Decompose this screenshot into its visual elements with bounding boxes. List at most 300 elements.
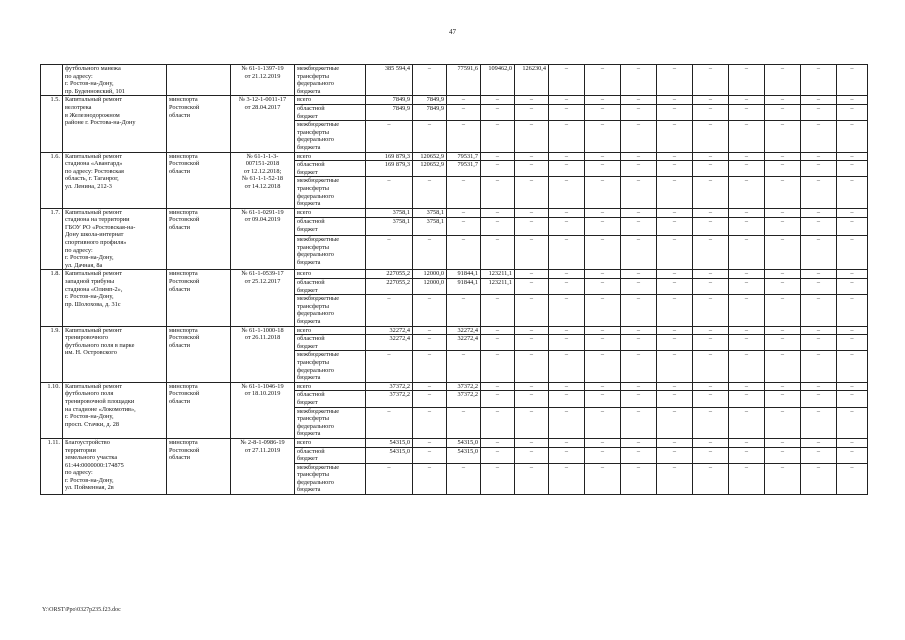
value-cell: – bbox=[621, 407, 657, 438]
value-cell: – bbox=[837, 270, 868, 279]
value-cell: – bbox=[549, 161, 585, 177]
value-cell: 169 879,3 bbox=[366, 161, 413, 177]
value-cell: – bbox=[837, 152, 868, 161]
value-cell: – bbox=[366, 235, 413, 270]
value-cell: – bbox=[413, 438, 447, 447]
value-cell: – bbox=[657, 161, 693, 177]
value-cell: – bbox=[621, 208, 657, 217]
responsible-org: минспорта Ростовской области bbox=[167, 438, 231, 494]
value-cell: – bbox=[413, 177, 447, 208]
value-cell: – bbox=[657, 235, 693, 270]
value-cell: – bbox=[729, 463, 765, 494]
funding-source-label: межбюджетные трансферты федерального бюджета bbox=[295, 235, 366, 270]
value-cell: – bbox=[729, 121, 765, 152]
value-cell: – bbox=[765, 407, 801, 438]
value-cell: – bbox=[515, 295, 549, 326]
table-row bbox=[41, 382, 868, 391]
value-cell: – bbox=[837, 407, 868, 438]
value-cell: – bbox=[585, 326, 621, 335]
object-name: Капитальный ремонт стадиона на территории ГБОУ РО «Ростовская-на- Дону школа-интернат спортивного профиля» по адресу: г. Ростов-на-Дону, ул. Дачная, 8а bbox=[63, 208, 167, 270]
value-cell: – bbox=[693, 121, 729, 152]
value-cell: – bbox=[693, 218, 729, 236]
value-cell: – bbox=[585, 270, 621, 279]
value-cell: – bbox=[837, 438, 868, 447]
value-cell: – bbox=[657, 351, 693, 382]
value-cell: 227055,2 bbox=[366, 279, 413, 295]
funding-source-label: межбюджетные трансферты федерального бюджета bbox=[295, 65, 366, 96]
value-cell: – bbox=[765, 279, 801, 295]
expertise-document: № 3-12-1-0011-17 от 28.04.2017 bbox=[231, 96, 295, 152]
value-cell: – bbox=[481, 96, 515, 105]
value-cell: – bbox=[693, 463, 729, 494]
value-cell: 3758,1 bbox=[366, 218, 413, 236]
value-cell: – bbox=[729, 65, 765, 96]
value-cell: – bbox=[837, 161, 868, 177]
value-cell: – bbox=[413, 391, 447, 407]
expertise-document: № 61-1-1000-18 от 26.11.2018 bbox=[231, 326, 295, 382]
value-cell: – bbox=[413, 382, 447, 391]
value-cell: – bbox=[621, 65, 657, 96]
value-cell: – bbox=[657, 279, 693, 295]
row-number: 1.8. bbox=[41, 270, 63, 326]
funding-source-label: межбюджетные трансферты федерального бюджета bbox=[295, 463, 366, 494]
funding-source-label: межбюджетные трансферты федерального бюджета bbox=[295, 295, 366, 326]
object-name: Благоустройство территории земельного участка 61:44:0000000:174875 по адресу: г. Ростов-на-Дону, ул. Пойменная, 2в bbox=[63, 438, 167, 494]
value-cell: 12000,0 bbox=[413, 279, 447, 295]
value-cell: – bbox=[657, 65, 693, 96]
responsible-org: минспорта Ростовской области bbox=[167, 208, 231, 270]
value-cell: 77591,6 bbox=[447, 65, 481, 96]
value-cell: – bbox=[621, 235, 657, 270]
expertise-document: № 61-1-1397-19 от 21.12.2019 bbox=[231, 65, 295, 96]
value-cell: – bbox=[413, 326, 447, 335]
value-cell: – bbox=[481, 104, 515, 120]
value-cell: – bbox=[765, 218, 801, 236]
value-cell: 3758,1 bbox=[413, 208, 447, 217]
value-cell: – bbox=[585, 407, 621, 438]
value-cell: – bbox=[837, 96, 868, 105]
funding-source-label: областной бюджет bbox=[295, 279, 366, 295]
value-cell: – bbox=[481, 295, 515, 326]
value-cell: – bbox=[729, 391, 765, 407]
value-cell: 32272,4 bbox=[447, 335, 481, 351]
value-cell: 32272,4 bbox=[366, 326, 413, 335]
value-cell: – bbox=[621, 326, 657, 335]
value-cell: – bbox=[801, 235, 837, 270]
value-cell: – bbox=[693, 270, 729, 279]
value-cell: – bbox=[413, 65, 447, 96]
object-name: Капитальный ремонт западной трибуны стадиона «Олимп-2», г. Ростов-на-Дону, пр. Шолохова, д. 31с bbox=[63, 270, 167, 326]
value-cell: – bbox=[447, 208, 481, 217]
value-cell: 91844,1 bbox=[447, 279, 481, 295]
page-number: 47 bbox=[449, 28, 456, 36]
value-cell: – bbox=[447, 463, 481, 494]
value-cell: – bbox=[729, 279, 765, 295]
value-cell: – bbox=[481, 235, 515, 270]
value-cell: – bbox=[729, 177, 765, 208]
value-cell: – bbox=[765, 104, 801, 120]
funding-source-label: областной бюджет bbox=[295, 447, 366, 463]
value-cell: – bbox=[765, 208, 801, 217]
value-cell: – bbox=[549, 463, 585, 494]
value-cell: – bbox=[837, 279, 868, 295]
value-cell: – bbox=[801, 295, 837, 326]
value-cell: – bbox=[515, 447, 549, 463]
table-row bbox=[41, 438, 868, 447]
responsible-org: минспорта Ростовской области bbox=[167, 270, 231, 326]
value-cell: – bbox=[657, 96, 693, 105]
funding-source-label: областной бюджет bbox=[295, 218, 366, 236]
value-cell: – bbox=[729, 326, 765, 335]
value-cell: – bbox=[765, 270, 801, 279]
value-cell: – bbox=[413, 351, 447, 382]
value-cell: 169 879,3 bbox=[366, 152, 413, 161]
value-cell: – bbox=[549, 270, 585, 279]
value-cell: – bbox=[837, 235, 868, 270]
value-cell: – bbox=[729, 270, 765, 279]
value-cell: – bbox=[729, 104, 765, 120]
value-cell: – bbox=[515, 335, 549, 351]
value-cell: – bbox=[693, 335, 729, 351]
value-cell: 126230,4 bbox=[515, 65, 549, 96]
value-cell: – bbox=[481, 407, 515, 438]
value-cell: – bbox=[481, 121, 515, 152]
value-cell: – bbox=[657, 104, 693, 120]
object-name: футбольного манежа по адресу: г. Ростов-на-Дону, пр. Буденновский, 101 bbox=[63, 65, 167, 96]
value-cell: – bbox=[837, 447, 868, 463]
value-cell: – bbox=[801, 270, 837, 279]
row-number: 1.7. bbox=[41, 208, 63, 270]
value-cell: – bbox=[729, 96, 765, 105]
value-cell: – bbox=[549, 96, 585, 105]
value-cell: – bbox=[366, 295, 413, 326]
value-cell: – bbox=[801, 447, 837, 463]
responsible-org: минспорта Ростовской области bbox=[167, 382, 231, 438]
value-cell: – bbox=[585, 96, 621, 105]
value-cell: – bbox=[729, 152, 765, 161]
value-cell: 385 594,4 bbox=[366, 65, 413, 96]
value-cell: – bbox=[693, 279, 729, 295]
value-cell: – bbox=[585, 391, 621, 407]
value-cell: 54315,0 bbox=[447, 438, 481, 447]
value-cell: – bbox=[447, 121, 481, 152]
value-cell: – bbox=[549, 351, 585, 382]
value-cell: – bbox=[657, 208, 693, 217]
value-cell: – bbox=[801, 351, 837, 382]
value-cell: – bbox=[657, 463, 693, 494]
value-cell: – bbox=[515, 279, 549, 295]
value-cell: – bbox=[515, 382, 549, 391]
expertise-document: № 61-1-1046-19 от 18.10.2019 bbox=[231, 382, 295, 438]
value-cell: – bbox=[693, 391, 729, 407]
row-number: 1.11. bbox=[41, 438, 63, 494]
value-cell: – bbox=[585, 121, 621, 152]
value-cell: – bbox=[621, 382, 657, 391]
row-number bbox=[41, 65, 63, 96]
value-cell: 3758,1 bbox=[413, 218, 447, 236]
value-cell: – bbox=[837, 218, 868, 236]
value-cell: – bbox=[729, 447, 765, 463]
funding-source-label: межбюджетные трансферты федерального бюджета bbox=[295, 351, 366, 382]
value-cell: 227055,2 bbox=[366, 270, 413, 279]
value-cell: – bbox=[657, 177, 693, 208]
value-cell: – bbox=[657, 270, 693, 279]
value-cell: – bbox=[837, 104, 868, 120]
value-cell: – bbox=[729, 382, 765, 391]
value-cell: – bbox=[515, 218, 549, 236]
value-cell: – bbox=[515, 104, 549, 120]
value-cell: – bbox=[447, 407, 481, 438]
value-cell: – bbox=[549, 218, 585, 236]
value-cell: 32272,4 bbox=[366, 335, 413, 351]
value-cell: – bbox=[481, 335, 515, 351]
value-cell: – bbox=[765, 121, 801, 152]
value-cell: – bbox=[585, 351, 621, 382]
value-cell: – bbox=[481, 447, 515, 463]
value-cell: – bbox=[481, 152, 515, 161]
value-cell: – bbox=[413, 121, 447, 152]
value-cell: – bbox=[765, 391, 801, 407]
value-cell: – bbox=[447, 218, 481, 236]
value-cell: – bbox=[413, 295, 447, 326]
funding-source-label: всего bbox=[295, 208, 366, 217]
value-cell: – bbox=[729, 351, 765, 382]
value-cell: – bbox=[549, 208, 585, 217]
value-cell: – bbox=[693, 208, 729, 217]
value-cell: – bbox=[729, 208, 765, 217]
table-row bbox=[41, 270, 868, 279]
value-cell: – bbox=[515, 407, 549, 438]
value-cell: – bbox=[729, 438, 765, 447]
value-cell: – bbox=[549, 382, 585, 391]
value-cell: – bbox=[765, 65, 801, 96]
value-cell: – bbox=[481, 208, 515, 217]
value-cell: – bbox=[765, 177, 801, 208]
object-name: Капитальный ремонт велотрека в Железнодорожном районе г. Ростова-на-Дону bbox=[63, 96, 167, 152]
funding-source-label: областной бюджет bbox=[295, 391, 366, 407]
funding-source-label: всего bbox=[295, 326, 366, 335]
value-cell: – bbox=[366, 121, 413, 152]
value-cell: – bbox=[549, 295, 585, 326]
value-cell: – bbox=[585, 208, 621, 217]
expertise-document: № 2-8-1-0986-19 от 27.11.2019 bbox=[231, 438, 295, 494]
value-cell: – bbox=[801, 121, 837, 152]
value-cell: – bbox=[801, 407, 837, 438]
value-cell: – bbox=[729, 295, 765, 326]
value-cell: – bbox=[837, 177, 868, 208]
value-cell: – bbox=[447, 104, 481, 120]
value-cell: – bbox=[515, 270, 549, 279]
value-cell: – bbox=[657, 407, 693, 438]
value-cell: – bbox=[693, 407, 729, 438]
value-cell: 54315,0 bbox=[366, 447, 413, 463]
value-cell: – bbox=[585, 235, 621, 270]
value-cell: – bbox=[693, 65, 729, 96]
value-cell: – bbox=[515, 438, 549, 447]
value-cell: 12000,0 bbox=[413, 270, 447, 279]
value-cell: 7849,9 bbox=[413, 96, 447, 105]
value-cell: – bbox=[549, 65, 585, 96]
table-row bbox=[41, 208, 868, 217]
value-cell: – bbox=[657, 121, 693, 152]
value-cell: – bbox=[801, 391, 837, 407]
value-cell: – bbox=[657, 152, 693, 161]
object-name: Капитальный ремонт тренировочного футбольного поля в парке им. Н. Островского bbox=[63, 326, 167, 382]
value-cell: 109462,0 bbox=[481, 65, 515, 96]
value-cell: – bbox=[549, 121, 585, 152]
value-cell: – bbox=[765, 152, 801, 161]
value-cell: – bbox=[515, 351, 549, 382]
funding-source-label: всего bbox=[295, 152, 366, 161]
table-row bbox=[41, 152, 868, 161]
value-cell: – bbox=[413, 463, 447, 494]
value-cell: – bbox=[481, 177, 515, 208]
file-path-footer: Y:\ORST\Ppo\0327p235.f23.doc bbox=[42, 607, 121, 613]
value-cell: – bbox=[621, 270, 657, 279]
value-cell: – bbox=[549, 152, 585, 161]
value-cell: – bbox=[837, 335, 868, 351]
value-cell: – bbox=[621, 351, 657, 382]
table-row bbox=[41, 65, 868, 96]
value-cell: – bbox=[801, 96, 837, 105]
value-cell: – bbox=[657, 335, 693, 351]
value-cell: – bbox=[549, 335, 585, 351]
value-cell: – bbox=[801, 65, 837, 96]
value-cell: – bbox=[549, 279, 585, 295]
funding-source-label: всего bbox=[295, 270, 366, 279]
value-cell: – bbox=[366, 177, 413, 208]
value-cell: – bbox=[621, 104, 657, 120]
value-cell: – bbox=[413, 335, 447, 351]
value-cell: – bbox=[693, 326, 729, 335]
value-cell: – bbox=[549, 391, 585, 407]
funding-source-label: всего bbox=[295, 382, 366, 391]
value-cell: – bbox=[621, 295, 657, 326]
value-cell: – bbox=[447, 351, 481, 382]
value-cell: – bbox=[765, 235, 801, 270]
value-cell: – bbox=[801, 208, 837, 217]
responsible-org bbox=[167, 65, 231, 96]
value-cell: – bbox=[765, 96, 801, 105]
value-cell: – bbox=[621, 161, 657, 177]
row-number: 1.10. bbox=[41, 382, 63, 438]
value-cell: 7849,9 bbox=[366, 104, 413, 120]
value-cell: – bbox=[693, 235, 729, 270]
value-cell: – bbox=[366, 407, 413, 438]
value-cell: – bbox=[585, 279, 621, 295]
value-cell: – bbox=[549, 104, 585, 120]
table-row bbox=[41, 96, 868, 105]
value-cell: – bbox=[729, 161, 765, 177]
responsible-org: минспорта Ростовской области bbox=[167, 326, 231, 382]
row-number: 1.6. bbox=[41, 152, 63, 208]
value-cell: – bbox=[585, 152, 621, 161]
value-cell: – bbox=[413, 407, 447, 438]
value-cell: – bbox=[729, 335, 765, 351]
value-cell: – bbox=[481, 326, 515, 335]
expertise-document: № 61-1-0539-17 от 25.12.2017 bbox=[231, 270, 295, 326]
value-cell: – bbox=[621, 96, 657, 105]
value-cell: 120652,9 bbox=[413, 161, 447, 177]
funding-source-label: всего bbox=[295, 96, 366, 105]
value-cell: – bbox=[585, 65, 621, 96]
value-cell: 3758,1 bbox=[366, 208, 413, 217]
value-cell: – bbox=[837, 121, 868, 152]
value-cell: – bbox=[515, 161, 549, 177]
object-name: Капитальный ремонт футбольного поля тренировочной площадки на стадионе «Локомотив», г. Ростов-на-Дону, просп. Стачки, д. 28 bbox=[63, 382, 167, 438]
value-cell: – bbox=[621, 177, 657, 208]
value-cell: – bbox=[693, 295, 729, 326]
value-cell: – bbox=[515, 463, 549, 494]
value-cell: – bbox=[585, 438, 621, 447]
value-cell: 91844,1 bbox=[447, 270, 481, 279]
value-cell: – bbox=[693, 438, 729, 447]
value-cell: – bbox=[621, 463, 657, 494]
funding-source-label: межбюджетные трансферты федерального бюджета bbox=[295, 177, 366, 208]
funding-source-label: областной бюджет bbox=[295, 335, 366, 351]
value-cell: – bbox=[657, 326, 693, 335]
value-cell: – bbox=[481, 382, 515, 391]
value-cell: – bbox=[621, 391, 657, 407]
value-cell: – bbox=[837, 295, 868, 326]
budget-table bbox=[40, 64, 868, 495]
value-cell: – bbox=[657, 295, 693, 326]
value-cell: 54315,0 bbox=[447, 447, 481, 463]
value-cell: – bbox=[621, 335, 657, 351]
value-cell: – bbox=[837, 208, 868, 217]
value-cell: 123211,1 bbox=[481, 270, 515, 279]
value-cell: – bbox=[693, 351, 729, 382]
value-cell: – bbox=[515, 391, 549, 407]
value-cell: – bbox=[621, 279, 657, 295]
value-cell: 79531,7 bbox=[447, 161, 481, 177]
value-cell: 32272,4 bbox=[447, 326, 481, 335]
value-cell: – bbox=[657, 391, 693, 407]
value-cell: 79531,7 bbox=[447, 152, 481, 161]
value-cell: – bbox=[621, 447, 657, 463]
value-cell: – bbox=[765, 382, 801, 391]
value-cell: – bbox=[693, 104, 729, 120]
value-cell: – bbox=[837, 463, 868, 494]
value-cell: – bbox=[481, 161, 515, 177]
object-name: Капитальный ремонт стадиона «Авангард» по адресу: Ростовская область, г. Таганрог, ул. Ленина, 212-3 bbox=[63, 152, 167, 208]
value-cell: – bbox=[837, 351, 868, 382]
value-cell: – bbox=[801, 335, 837, 351]
value-cell: – bbox=[765, 295, 801, 326]
value-cell: 7849,9 bbox=[366, 96, 413, 105]
value-cell: – bbox=[481, 391, 515, 407]
value-cell: – bbox=[657, 382, 693, 391]
value-cell: – bbox=[366, 463, 413, 494]
value-cell: – bbox=[585, 218, 621, 236]
table-row bbox=[41, 326, 868, 335]
value-cell: – bbox=[801, 177, 837, 208]
value-cell: – bbox=[515, 177, 549, 208]
value-cell: – bbox=[413, 447, 447, 463]
value-cell: 7849,9 bbox=[413, 104, 447, 120]
value-cell: – bbox=[481, 438, 515, 447]
value-cell: – bbox=[765, 161, 801, 177]
value-cell: – bbox=[837, 65, 868, 96]
value-cell: – bbox=[549, 235, 585, 270]
value-cell: – bbox=[801, 161, 837, 177]
value-cell: – bbox=[549, 438, 585, 447]
value-cell: – bbox=[481, 351, 515, 382]
value-cell: – bbox=[515, 235, 549, 270]
row-number: 1.5. bbox=[41, 96, 63, 152]
value-cell: 123211,1 bbox=[481, 279, 515, 295]
value-cell: – bbox=[585, 295, 621, 326]
